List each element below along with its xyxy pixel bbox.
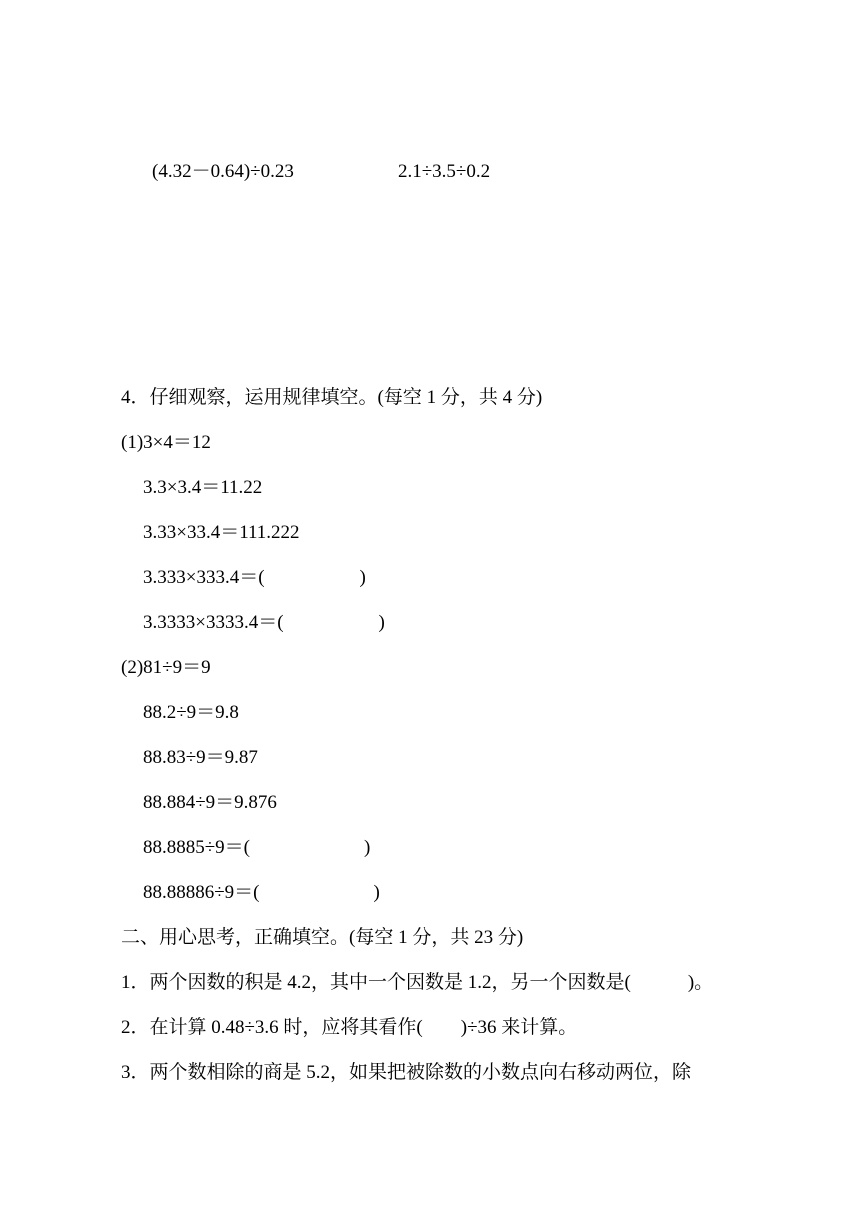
expression-a: (4.32－0.64)÷0.23	[152, 161, 294, 182]
q4-part1-line-2: 3.3×3.4＝11.22	[143, 477, 263, 498]
q4-part2-line-5: 88.8885÷9＝( )	[143, 837, 371, 858]
question-4-heading: 4．仔细观察，运用规律填空。(每空 1 分，共 4 分)	[121, 387, 543, 408]
q4-part2-line-3: 88.83÷9＝9.87	[143, 747, 258, 768]
expression-b: 2.1÷3.5÷0.2	[398, 161, 491, 182]
q4-part2-line-1: (2)81÷9＝9	[121, 657, 211, 678]
section-2-item-3: 3．两个数相除的商是 5.2，如果把被除数的小数点向右移动两位，除	[121, 1062, 692, 1083]
section-2-item-1: 1．两个因数的积是 4.2，其中一个因数是 1.2，另一个因数是( )。	[121, 972, 714, 993]
q4-part2-line-2: 88.2÷9＝9.8	[143, 702, 239, 723]
section-2-item-2: 2．在计算 0.48÷3.6 时，应将其看作( )÷36 来计算。	[121, 1017, 578, 1038]
q4-part2-line-6: 88.88886÷9＝( )	[143, 882, 380, 903]
q4-part1-line-5: 3.3333×3333.4＝( )	[143, 612, 385, 633]
q4-part1-line-4: 3.333×333.4＝( )	[143, 567, 366, 588]
q4-part2-line-4: 88.884÷9＝9.876	[143, 792, 277, 813]
section-2-heading: 二、用心思考，正确填空。(每空 1 分，共 23 分)	[121, 927, 524, 948]
q4-part1-line-3: 3.33×33.4＝111.222	[143, 522, 300, 543]
q4-part1-line-1: (1)3×4＝12	[121, 432, 211, 453]
